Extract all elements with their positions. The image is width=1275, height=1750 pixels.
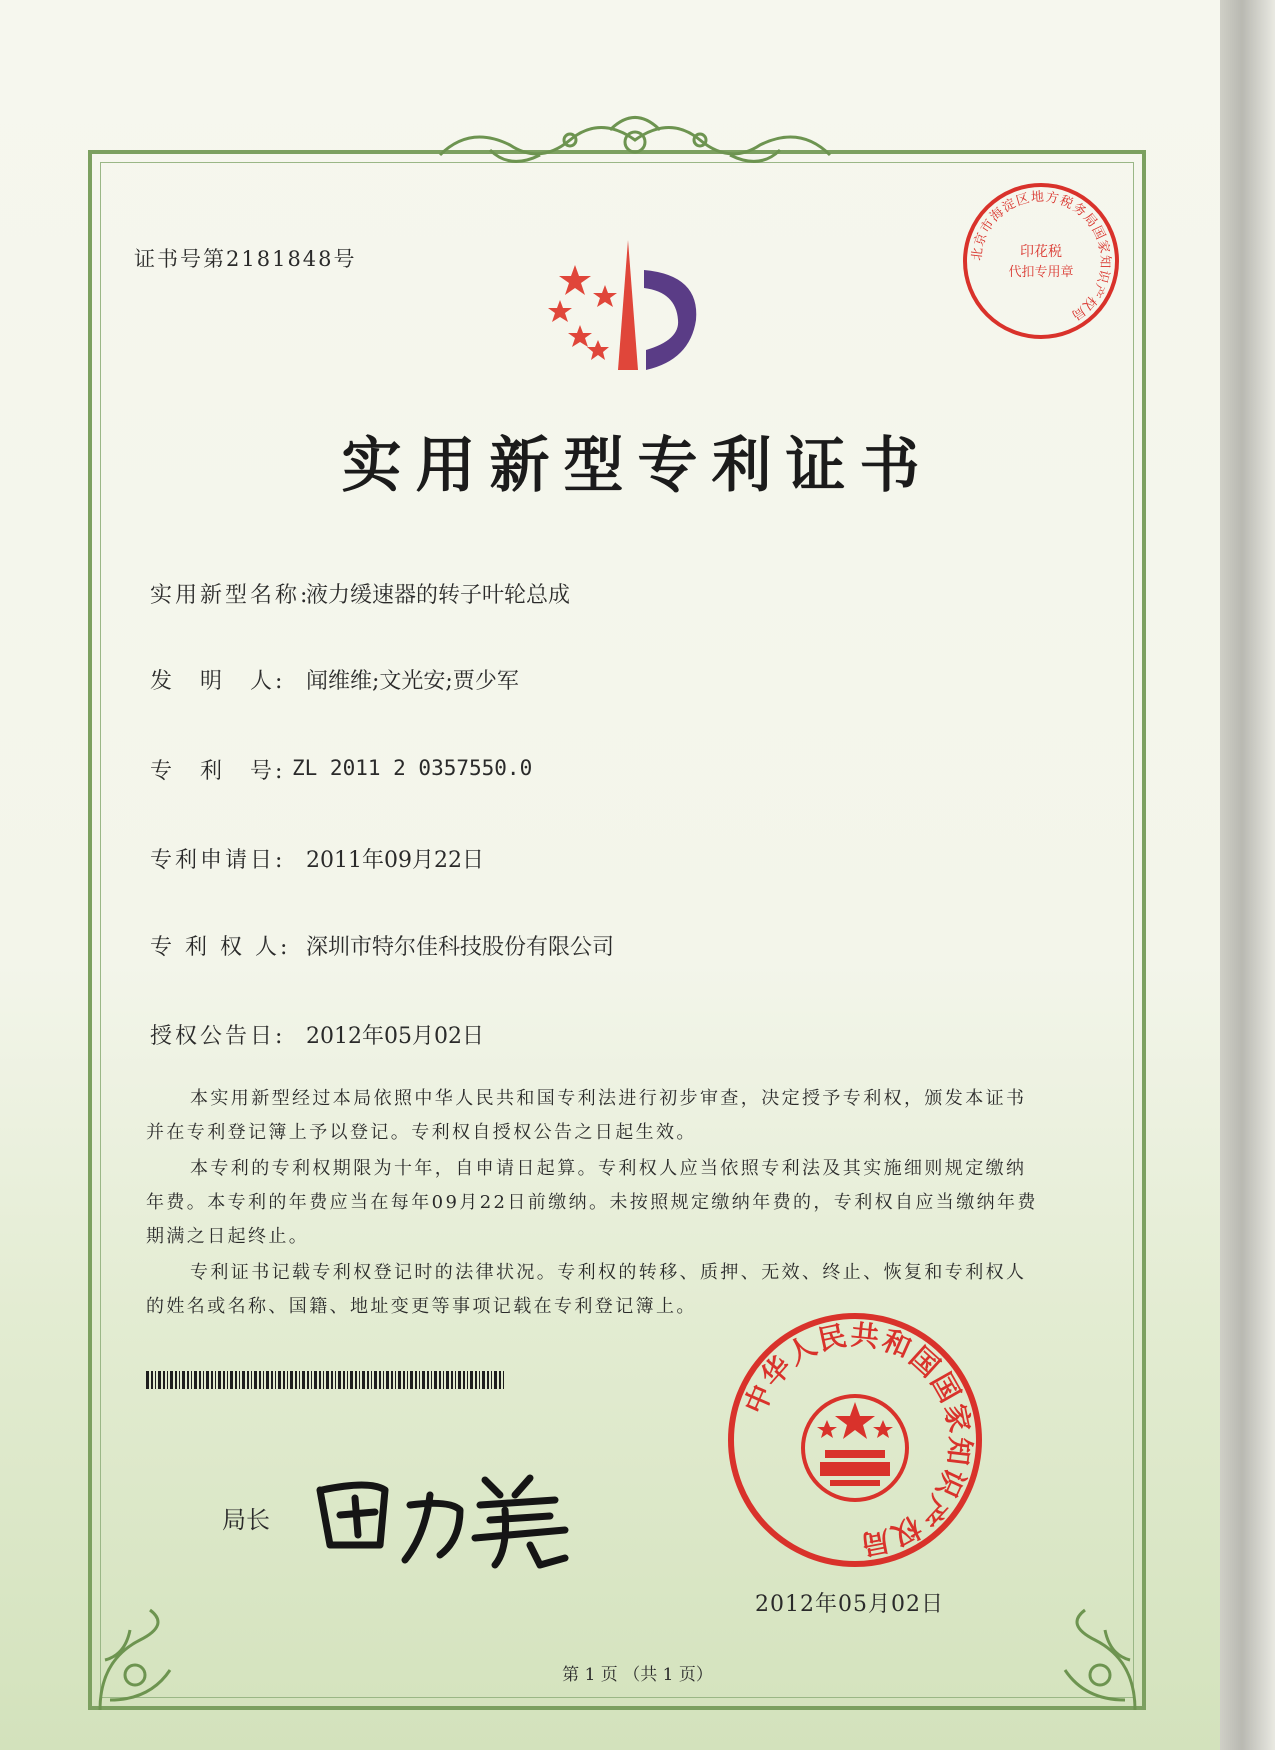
inventor-label: 发 明 人: xyxy=(150,669,286,694)
director-label: 局长 xyxy=(222,1506,270,1534)
barcode-bar xyxy=(407,1371,408,1389)
barcode-bar xyxy=(299,1371,300,1389)
barcode-bar xyxy=(263,1371,264,1389)
barcode-bar xyxy=(343,1371,345,1389)
barcode-bar xyxy=(443,1371,444,1389)
stamp-duty-seal-icon xyxy=(960,180,1122,342)
utility-model-name-label: 实用新型名称: xyxy=(150,583,311,608)
barcode-bar xyxy=(194,1371,197,1389)
barcode-bar xyxy=(155,1371,156,1389)
barcode-bar xyxy=(391,1371,393,1389)
barcode-bar xyxy=(314,1371,317,1389)
barcode-bar xyxy=(499,1371,501,1389)
page-number: 第 1 页 （共 1 页） xyxy=(562,1665,713,1685)
barcode-bar xyxy=(206,1371,209,1389)
barcode-bar xyxy=(227,1371,228,1389)
barcode-bar xyxy=(239,1371,240,1389)
barcode-bar xyxy=(179,1371,180,1389)
barcode-bar xyxy=(439,1371,441,1389)
barcode-bar xyxy=(259,1371,261,1389)
barcode-bar xyxy=(326,1371,329,1389)
barcode-bar xyxy=(215,1371,216,1389)
binder-edge xyxy=(1220,0,1275,1750)
grant-date-label: 授权公告日: xyxy=(150,1024,286,1049)
barcode-bar xyxy=(302,1371,305,1389)
barcode-bar xyxy=(451,1371,453,1389)
barcode-bar xyxy=(242,1371,245,1389)
barcode-bar xyxy=(283,1371,285,1389)
barcode-bar xyxy=(434,1371,437,1389)
barcode-bar xyxy=(371,1371,372,1389)
application-date-label: 专利申请日: xyxy=(150,848,286,873)
barcode-bar xyxy=(191,1371,192,1389)
patentee-value: 深圳市特尔佳科技股份有限公司 xyxy=(306,935,615,960)
barcode-bar xyxy=(254,1371,257,1389)
barcode-bar xyxy=(482,1371,485,1389)
barcode-bar xyxy=(175,1371,177,1389)
barcode-bar xyxy=(323,1371,324,1389)
barcode-bar xyxy=(278,1371,281,1389)
svg-text:中华人民共和国国家知识产权局: 中华人民共和国国家知识产权局 xyxy=(738,1318,977,1562)
barcode-bar xyxy=(211,1371,213,1389)
floral-ornament-top-icon xyxy=(430,110,840,180)
barcode-bar xyxy=(319,1371,321,1389)
barcode-bar xyxy=(427,1371,429,1389)
barcode-bar xyxy=(182,1371,185,1389)
grant-date-value: 2012年05月02日 xyxy=(306,1024,484,1049)
barcode-bar xyxy=(470,1371,473,1389)
barcode-bar xyxy=(350,1371,353,1389)
barcode-bar xyxy=(475,1371,477,1389)
barcode-bar xyxy=(386,1371,389,1389)
svg-text:北京市海淀区地方税务局国家知识产权局: 北京市海淀区地方税务局国家知识产权局 xyxy=(969,189,1113,323)
barcode-bar xyxy=(251,1371,252,1389)
barcode-bar xyxy=(199,1371,201,1389)
barcode-bar xyxy=(419,1371,420,1389)
paragraph-examination: 本实用新型经过本局依照中华人民共和国专利法进行初步审查，决定授予专利权，颁发本证书并在专利登记簿上予以登记。专利权自授权公告之日起生效。 xyxy=(146,1088,1027,1143)
barcode-bar xyxy=(203,1371,204,1389)
barcode-bar xyxy=(374,1371,377,1389)
utility-model-name-value: 液力缓速器的转子叶轮总成 xyxy=(306,583,571,608)
barcode-bar xyxy=(170,1371,173,1389)
barcode-bar xyxy=(146,1371,149,1389)
barcode-bar xyxy=(359,1371,360,1389)
barcode-bar xyxy=(163,1371,165,1389)
patent-number-value: ZL 2011 2 0357550.0 xyxy=(292,756,533,780)
patent-number-label: 专 利 号: xyxy=(150,759,286,784)
certificate-number: 证书号第2181848号 xyxy=(134,247,357,271)
barcode-bar xyxy=(331,1371,333,1389)
barcode-bar xyxy=(266,1371,269,1389)
barcode-bar xyxy=(355,1371,357,1389)
barcode-bar xyxy=(347,1371,348,1389)
paragraph-term: 本专利的专利权期限为十年，自申请日起算。专利权人应当依照专利法及其实施细则规定缴纳年费。本专利的年费应当在每年09月22日前缴纳。未按照规定缴纳年费的，专利权自应当缴纳年费期满之日起终止。 xyxy=(146,1158,1038,1247)
barcode-bar xyxy=(287,1371,288,1389)
barcode-bar xyxy=(167,1371,168,1389)
barcode-bar xyxy=(431,1371,432,1389)
barcode-bar xyxy=(275,1371,276,1389)
barcode-icon xyxy=(146,1371,508,1389)
barcode-bar xyxy=(247,1371,249,1389)
barcode-bar xyxy=(223,1371,225,1389)
barcode-bar xyxy=(290,1371,293,1389)
patentee-label: 专 利 权 人: xyxy=(150,935,291,960)
barcode-bar xyxy=(479,1371,480,1389)
barcode-bar xyxy=(151,1371,153,1389)
barcode-bar xyxy=(503,1371,504,1389)
barcode-bar xyxy=(362,1371,365,1389)
barcode-bar xyxy=(422,1371,425,1389)
national-ip-office-seal-icon xyxy=(725,1310,985,1570)
barcode-bar xyxy=(379,1371,381,1389)
page-title: 实用新型专利证书 xyxy=(341,431,934,501)
barcode-bar xyxy=(338,1371,341,1389)
barcode-bar xyxy=(398,1371,401,1389)
svg-text:代扣专用章: 代扣专用章 xyxy=(1008,265,1074,280)
barcode-bar xyxy=(458,1371,461,1389)
barcode-bar xyxy=(230,1371,233,1389)
barcode-bar xyxy=(271,1371,273,1389)
barcode-bar xyxy=(235,1371,237,1389)
barcode-bar xyxy=(463,1371,465,1389)
barcode-bar xyxy=(487,1371,489,1389)
barcode-bar xyxy=(218,1371,221,1389)
barcode-bar xyxy=(295,1371,297,1389)
barcode-bar xyxy=(187,1371,189,1389)
director-signature xyxy=(300,1450,580,1570)
paragraph-legal-status: 专利证书记载专利权登记时的法律状况。专利权的转移、质押、无效、终止、恢复和专利权人的姓名或名称、国籍、地址变更等事项记载在专利登记簿上。 xyxy=(146,1262,1027,1317)
barcode-bar xyxy=(455,1371,456,1389)
barcode-bar xyxy=(367,1371,369,1389)
barcode-bar xyxy=(158,1371,161,1389)
application-date-value: 2011年09月22日 xyxy=(306,848,484,873)
barcode-bar xyxy=(307,1371,309,1389)
barcode-bar xyxy=(446,1371,449,1389)
barcode-bar xyxy=(491,1371,492,1389)
barcode-bar xyxy=(383,1371,384,1389)
barcode-bar xyxy=(410,1371,413,1389)
barcode-bar xyxy=(494,1371,497,1389)
inventor-value: 闻维维;文光安;贾少军 xyxy=(306,669,519,694)
barcode-bar xyxy=(403,1371,405,1389)
barcode-bar xyxy=(395,1371,396,1389)
barcode-bar xyxy=(335,1371,336,1389)
barcode-bar xyxy=(311,1371,312,1389)
barcode-bar xyxy=(415,1371,417,1389)
sipo-emblem-icon xyxy=(520,230,720,380)
seal-date: 2012年05月02日 xyxy=(755,1592,944,1617)
svg-text:印花税: 印花税 xyxy=(1020,244,1062,260)
barcode-bar xyxy=(467,1371,468,1389)
